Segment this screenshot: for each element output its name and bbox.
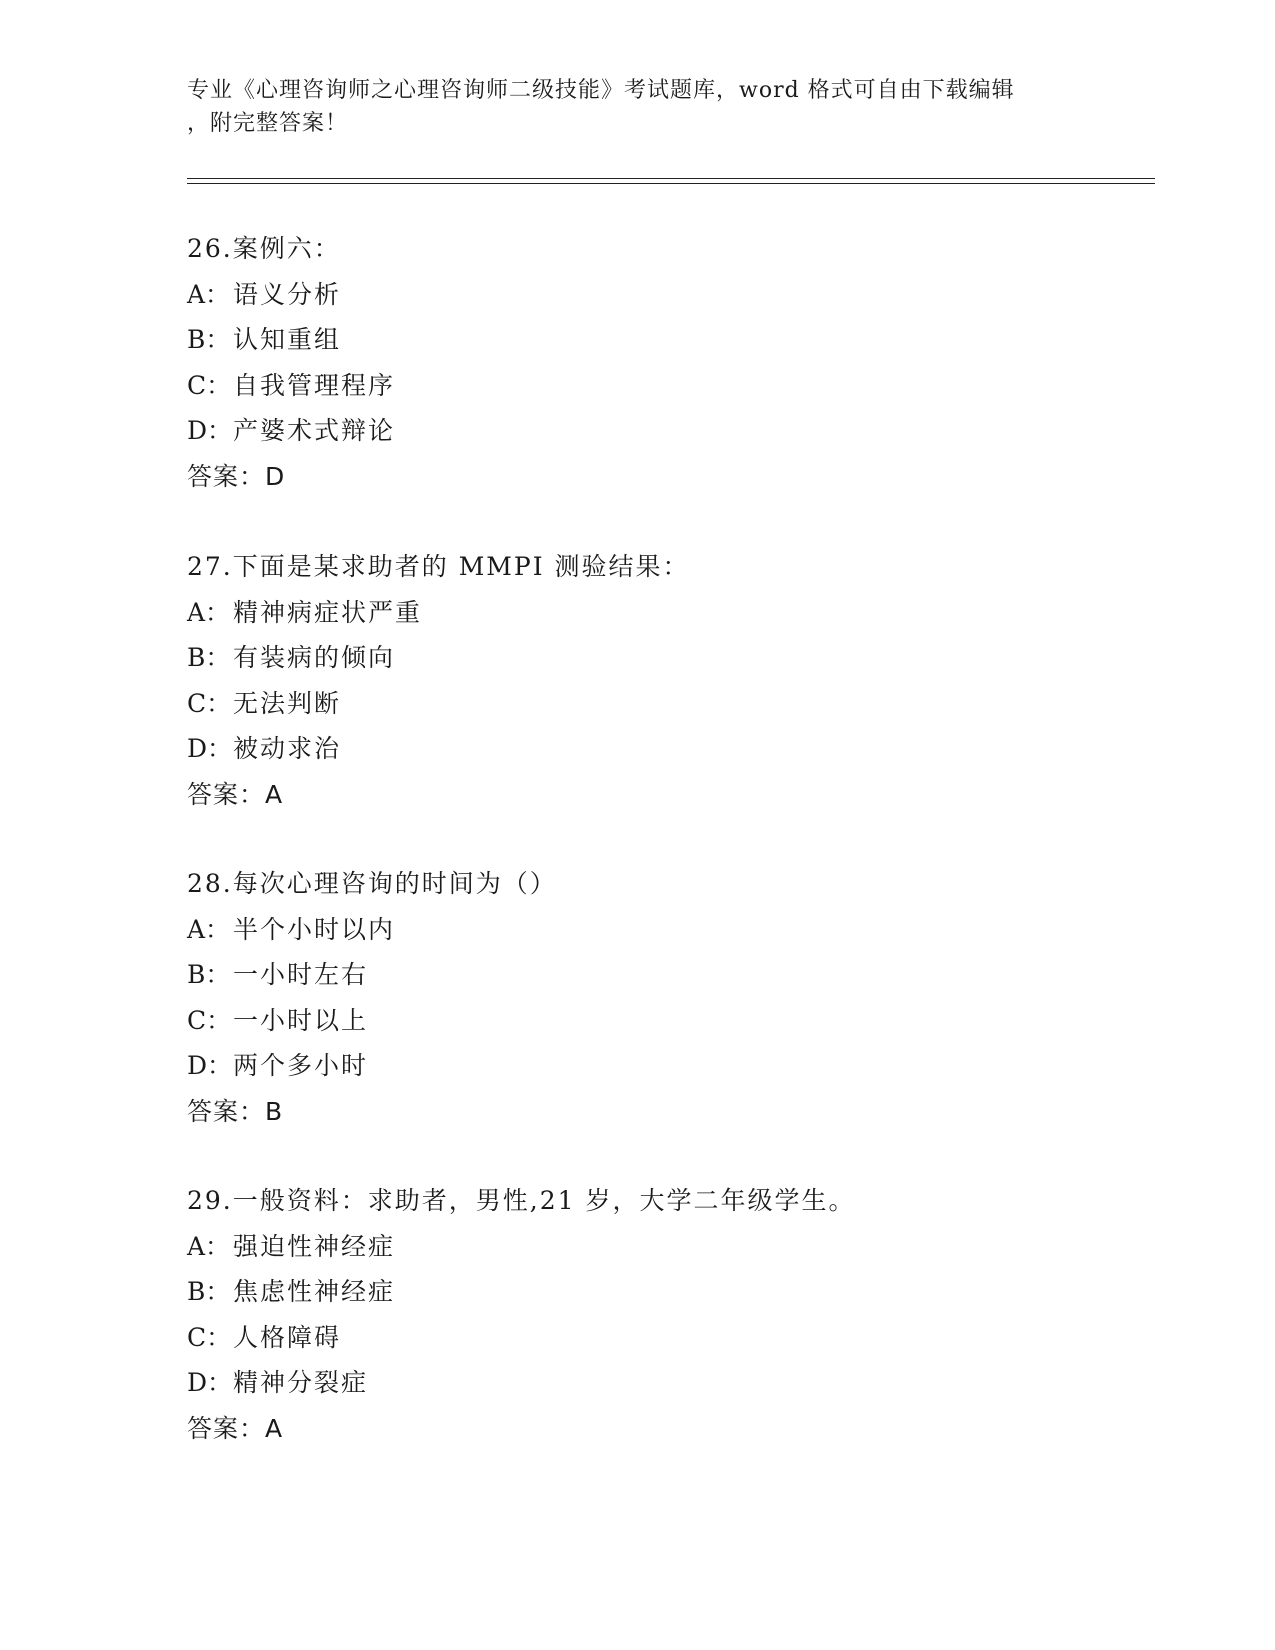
- option-label: D：: [187, 734, 233, 764]
- option-a: [187, 590, 1147, 636]
- option-text: 产婆术式辩论: [233, 416, 396, 446]
- header-rule-bottom: [187, 183, 1155, 184]
- option-text: 半个小时以内: [233, 914, 396, 944]
- option-d: [187, 1360, 1147, 1406]
- option-label: B：: [187, 325, 231, 355]
- option-text: 两个多小时: [233, 1051, 369, 1081]
- answer: 答案：A: [187, 779, 284, 809]
- option-d: [187, 726, 1147, 772]
- question-stem: 28.每次心理咨询的时间为（）: [187, 869, 557, 898]
- question-stem: 27.下面是某求助者的 MMPI 测验结果：: [187, 552, 690, 581]
- option-c: [187, 363, 1147, 409]
- question-29: [187, 1178, 1147, 1452]
- option-label: C：: [187, 1005, 232, 1035]
- option-label: C：: [187, 688, 232, 718]
- option-label: D：: [187, 1051, 233, 1081]
- question-stem: 26.案例六：: [187, 234, 341, 263]
- option-label: B：: [187, 960, 231, 990]
- option-b: [187, 635, 1147, 681]
- option-label: A：: [187, 597, 231, 627]
- answer: 答案：B: [187, 1096, 284, 1126]
- option-text: 焦虑性神经症: [233, 1277, 396, 1307]
- option-d: [187, 408, 1147, 454]
- option-label: D：: [187, 416, 233, 446]
- option-b: [187, 317, 1147, 363]
- option-c: [187, 998, 1147, 1044]
- option-text: 无法判断: [233, 688, 342, 718]
- question-28: [187, 861, 1147, 1135]
- option-b: [187, 952, 1147, 998]
- option-text: 一小时以上: [233, 1005, 369, 1035]
- option-label: B：: [187, 643, 231, 673]
- option-a: [187, 1224, 1147, 1270]
- option-text: 语义分析: [233, 279, 342, 309]
- option-label: C：: [187, 370, 232, 400]
- option-b: [187, 1269, 1147, 1315]
- option-label: A：: [187, 279, 231, 309]
- answer: 答案：D: [187, 461, 286, 491]
- question-stem: 29.一般资料：求助者，男性,21 岁，大学二年级学生。: [187, 1186, 856, 1215]
- answer: 答案：A: [187, 1413, 284, 1443]
- option-a: [187, 907, 1147, 953]
- option-text: 强迫性神经症: [233, 1231, 396, 1261]
- option-label: D：: [187, 1368, 233, 1398]
- option-text: 精神病症状严重: [233, 597, 423, 627]
- option-c: [187, 1315, 1147, 1361]
- option-d: [187, 1043, 1147, 1089]
- option-label: C：: [187, 1322, 232, 1352]
- header-rule-top: [187, 178, 1155, 179]
- question-26: [187, 226, 1147, 500]
- option-text: 有装病的倾向: [233, 643, 396, 673]
- option-text: 一小时左右: [233, 960, 369, 990]
- option-label: A：: [187, 1231, 231, 1261]
- option-c: [187, 681, 1147, 727]
- option-text: 精神分裂症: [233, 1368, 369, 1398]
- option-a: [187, 272, 1147, 318]
- option-text: 认知重组: [233, 325, 342, 355]
- question-27: [187, 544, 1147, 818]
- option-label: A：: [187, 914, 231, 944]
- option-label: B：: [187, 1277, 231, 1307]
- option-text: 被动求治: [233, 734, 342, 764]
- option-text: 人格障碍: [233, 1322, 342, 1352]
- document-header: 专业《心理咨询师之心理咨询师二级技能》考试题库，word 格式可自由下载编辑 ，附完整答案！: [187, 78, 1015, 136]
- option-text: 自我管理程序: [233, 370, 396, 400]
